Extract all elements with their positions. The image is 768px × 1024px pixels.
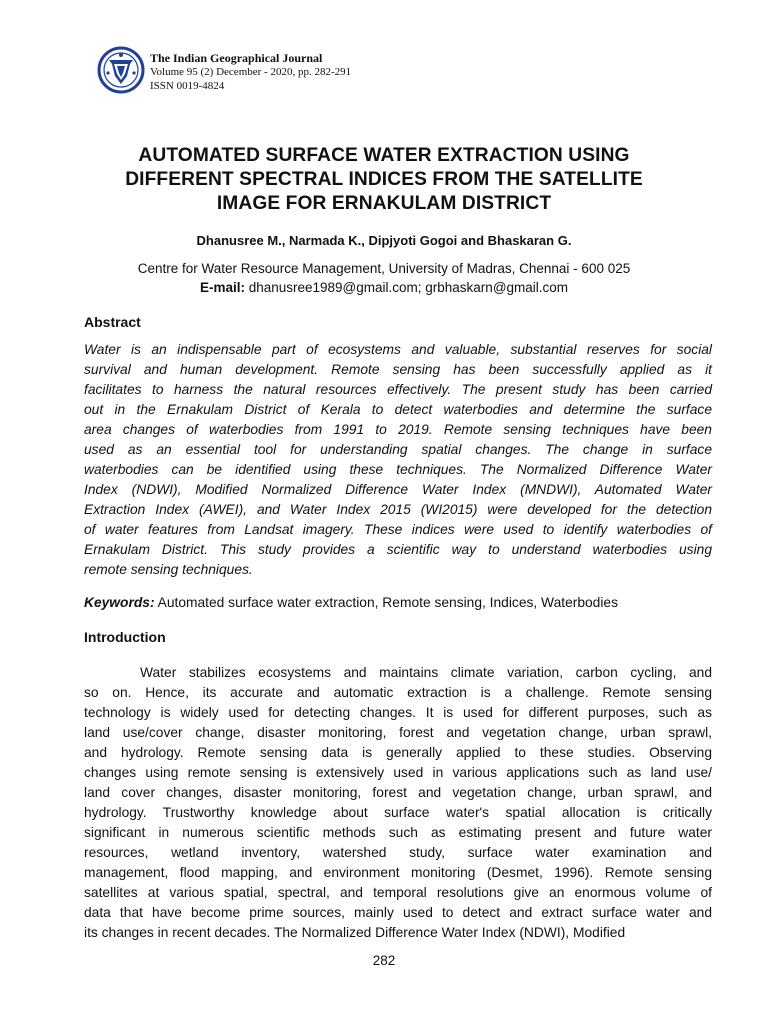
intro-line: technology is widely used for detecting changes. It is used for different purposes, such as xyxy=(84,705,712,720)
email-address: dhanusree1989@gmail.com; grbhaskarn@gmail.com xyxy=(244,280,569,295)
intro-line: so on. Hence, its accurate and automatic extraction is a challenge. Remote sensing xyxy=(84,685,712,700)
journal-emblem-icon xyxy=(97,46,145,94)
introduction-heading: Introduction xyxy=(84,629,166,645)
journal-volume: Volume 95 (2) December - 2020, pp. 282-291 xyxy=(150,66,352,78)
intro-line: significant in numerous scientific methods such as estimating present and future water xyxy=(84,825,712,840)
abstract-line: Water is an indispensable part of ecosystems and valuable, substantial reserves for social xyxy=(84,342,712,357)
abstract-line: of water features from Landsat imagery. These indices were used to identify waterbodies of xyxy=(84,522,712,537)
journal-issn: ISSN 0019-4824 xyxy=(150,80,225,92)
intro-line: hydrology. Trustworthy knowledge about surface water's spatial allocation is critically xyxy=(84,805,712,820)
keywords-label: Keywords: xyxy=(84,595,155,610)
abstract-body xyxy=(84,340,712,580)
abstract-line: waterbodies can be identified using these techniques. The Normalized Difference Water xyxy=(84,462,712,477)
abstract-line: Extraction Index (AWEI), and Water Index 2015 (WI2015) were developed for the detection xyxy=(84,502,712,517)
intro-line: changes using remote sensing is extensively used in various applications such as land use/ xyxy=(84,765,712,780)
intro-line: land cover changes, disaster monitoring, forest and vegetation change, urban sprawl, and xyxy=(84,785,712,800)
title-line: DIFFERENT SPECTRAL INDICES FROM THE SATELLITE xyxy=(125,169,643,190)
keywords xyxy=(84,593,712,613)
abstract-line: facilitates to harness the natural resources effectively. The present study has been carried xyxy=(84,382,712,397)
journal-name: The Indian Geographical Journal xyxy=(150,51,323,65)
intro-line: Water stabilizes ecosystems and maintains climate variation, carbon cycling, and xyxy=(140,665,712,680)
abstract-line: survival and human development. Remote sensing has been successfully applied as it xyxy=(84,362,712,377)
abstract-line: Index (NDWI), Modified Normalized Difference Water Index (MNDWI), Automated Water xyxy=(84,482,712,497)
intro-line: land use/cover change, disaster monitoring, forest and vegetation change, urban sprawl, xyxy=(84,725,712,740)
paper-title xyxy=(60,144,708,216)
introduction-body xyxy=(84,663,712,943)
title-line: IMAGE FOR ERNAKULAM DISTRICT xyxy=(216,193,552,214)
abstract-line: remote sensing techniques. xyxy=(84,562,253,577)
email-label: E-mail: xyxy=(199,280,245,295)
abstract-line: out in the Ernakulam District of Kerala to detect waterbodies and determine the surface xyxy=(84,402,712,417)
author-list: Dhanusree M., Narmada K., Dipjyoti Gogoi and Bhaskaran G. xyxy=(196,233,572,248)
keywords-text: Automated surface water extraction, Remote sensing, Indices, Waterbodies xyxy=(154,595,618,610)
email-line xyxy=(60,278,708,298)
affiliation: Centre for Water Resource Management, University of Madras, Chennai - 600 025 xyxy=(137,261,631,276)
abstract-line: area changes of waterbodies from 1991 to 2019. Remote sensing techniques have been xyxy=(84,422,712,437)
journal-meta xyxy=(150,51,351,93)
intro-line: satellites at various spatial, spectral, and temporal resolutions give an enormous volume of xyxy=(84,885,712,900)
intro-line: data that have become prime sources, mainly used to detect and extract surface water and xyxy=(84,905,712,920)
title-line: AUTOMATED SURFACE WATER EXTRACTION USING xyxy=(138,145,630,166)
intro-line: and hydrology. Remote sensing data is generally applied to these studies. Observing xyxy=(84,745,712,760)
intro-line: management, flood mapping, and environment monitoring (Desmet, 1996). Remote sensing xyxy=(84,865,712,880)
page-number: 282 xyxy=(372,953,396,968)
abstract-heading: Abstract xyxy=(84,314,141,330)
abstract-line: Ernakulam District. This study provides a scientific way to understand waterbodies using xyxy=(84,542,712,557)
abstract-line: used as an essential tool for understanding spatial changes. The change in surface xyxy=(84,442,712,457)
intro-line: resources, wetland inventory, watershed study, surface water examination and xyxy=(84,845,712,860)
intro-line: its changes in recent decades. The Normalized Difference Water Index (NDWI), Modified xyxy=(84,925,626,940)
journal-header xyxy=(97,46,497,98)
